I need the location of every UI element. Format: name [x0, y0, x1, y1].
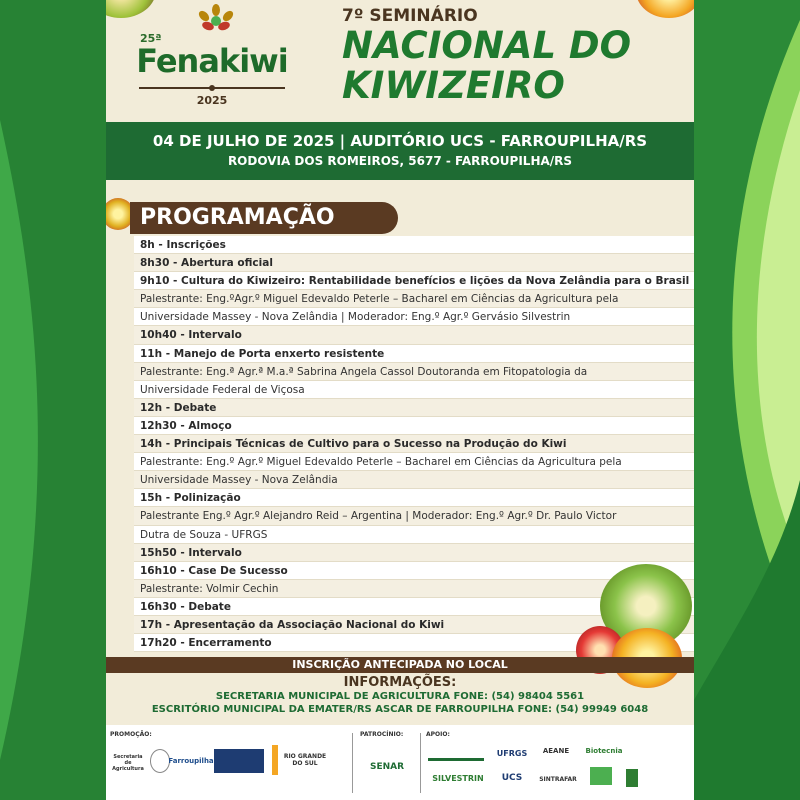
program-row: 16h10 - Case De Sucesso — [134, 562, 694, 580]
aeane-logo: AEANE — [542, 747, 570, 755]
footer-sponsors — [106, 725, 694, 800]
program-row: 14h - Principais Técnicas de Cultivo para o Sucesso na Produção do Kiwi — [134, 435, 694, 453]
green-seal-icon — [590, 767, 612, 785]
info-title: INFORMAÇÕES: — [343, 675, 457, 690]
footer-separator — [420, 733, 421, 793]
info-section — [106, 675, 694, 725]
program-row: 15h - Polinização — [134, 489, 694, 507]
registration-banner: INSCRIÇÃO ANTECIPADA NO LOCAL — [106, 657, 694, 673]
program-row: Universidade Massey - Nova Zelândia | Moderador: Eng.º Agr.º Gervásio Silvestrin — [134, 308, 694, 326]
logo-edition: 25ª — [140, 32, 162, 45]
program-row: Palestrante: Eng.ºAgr.º Miguel Edevaldo Peterle – Bacharel em Ciências da Agricultura pela — [134, 290, 694, 308]
senar-logo: SENAR — [369, 762, 405, 772]
info-line-1: SECRETARIA MUNICIPAL DE AGRICULTURA FONE: (54) 98404 5561 — [215, 691, 585, 702]
program-row: 10h40 - Intervalo — [134, 326, 694, 344]
program-row: 12h30 - Almoço — [134, 417, 694, 435]
program-row: 9h10 - Cultura do Kiwizeiro: Rentabilidade benefícios e lições da Nova Zelândia para o Brasil — [134, 272, 694, 290]
program-row: Palestrante: Eng.º Agr.º Miguel Edevaldo Peterle – Bacharel em Ciências da Agricultura pela — [134, 453, 694, 471]
program-row: 8h - Inscrições — [134, 236, 694, 254]
date-venue: 04 DE JULHO DE 2025 | AUDITÓRIO UCS - FARROUPILHA/RS — [152, 132, 648, 150]
sintrafar-logo: SINTRAFAR — [539, 775, 577, 783]
logo-underline-icon — [137, 84, 287, 92]
program-row: 17h - Apresentação da Associação Nacional do Kiwi — [134, 616, 694, 634]
info-line-2: ESCRITÓRIO MUNICIPAL DA EMATER/RS ASCAR DE FARROUPILHA FONE: (54) 99949 6048 — [151, 704, 649, 715]
biotecnia-logo: Biotecnia — [585, 747, 623, 755]
fenakiwi-logo — [132, 4, 292, 114]
farroupilha-logo: Farroupilha — [168, 757, 214, 765]
program-row: Palestrante: Eng.ª Agr.ª M.a.ª Sabrina Angela Cassol Doutoranda em Fitopatologia da — [134, 363, 694, 381]
secretaria-estado-logo — [626, 769, 686, 787]
program-row: Palestrante Eng.º Agr.º Alejandro Reid – Argentina | Moderador: Eng.º Agr.º Dr. Paulo Victor — [134, 507, 694, 525]
program-row: 17h20 - Encerramento — [134, 634, 694, 652]
seminar-title-line1: NACIONAL DO — [342, 24, 632, 67]
seminar-title-line2: KIWIZEIRO — [342, 64, 565, 107]
seminar-title — [342, 26, 631, 106]
logo-name: Fenakiwi — [136, 42, 288, 80]
kiwi-flower-icon — [196, 4, 236, 38]
footer-separator — [352, 733, 353, 793]
patrocinio-label: PATROCÍNIO: — [360, 731, 404, 738]
apoio-label: APOIO: — [426, 731, 450, 738]
rs-government-logo: RIO GRANDE DO SUL — [272, 745, 332, 775]
ucs-logo: UCS — [501, 773, 523, 783]
program-row: Universidade Massey - Nova Zelândia — [134, 471, 694, 489]
program-row: 16h30 - Debate — [134, 598, 694, 616]
header — [106, 0, 694, 122]
seminar-subtitle: 7º SEMINÁRIO — [342, 6, 478, 26]
poster — [106, 0, 694, 800]
logo-year: 2025 — [196, 94, 228, 107]
kiwi-slice-top-right-image — [636, 0, 694, 18]
sec-agricultura-logo: Secretaria de Agricultura — [112, 754, 144, 772]
emater-logo — [214, 749, 264, 773]
program-row: Dutra de Souza - UFRGS — [134, 526, 694, 544]
promo-label: PROMOÇÃO: — [110, 731, 152, 738]
program-row: 11h - Manejo de Porta enxerto resistente — [134, 345, 694, 363]
brasao-icon — [150, 749, 170, 773]
ufrgs-logo: UFRGS — [496, 748, 528, 758]
program-row: Palestrante: Volmir Cechin — [134, 580, 694, 598]
address: RODOVIA DOS ROMEIROS, 5677 - FARROUPILHA/RS — [227, 154, 573, 168]
program-row: 8h30 - Abertura oficial — [134, 254, 694, 272]
emater-apoio-logo — [428, 745, 484, 761]
program-title: PROGRAMAÇÃO — [130, 202, 398, 234]
date-banner — [106, 122, 694, 180]
silvestrin-logo: SILVESTRIN — [432, 773, 484, 783]
program-row: 12h - Debate — [134, 399, 694, 417]
program-row: Universidade Federal de Viçosa — [134, 381, 694, 399]
program-row: 15h50 - Intervalo — [134, 544, 694, 562]
